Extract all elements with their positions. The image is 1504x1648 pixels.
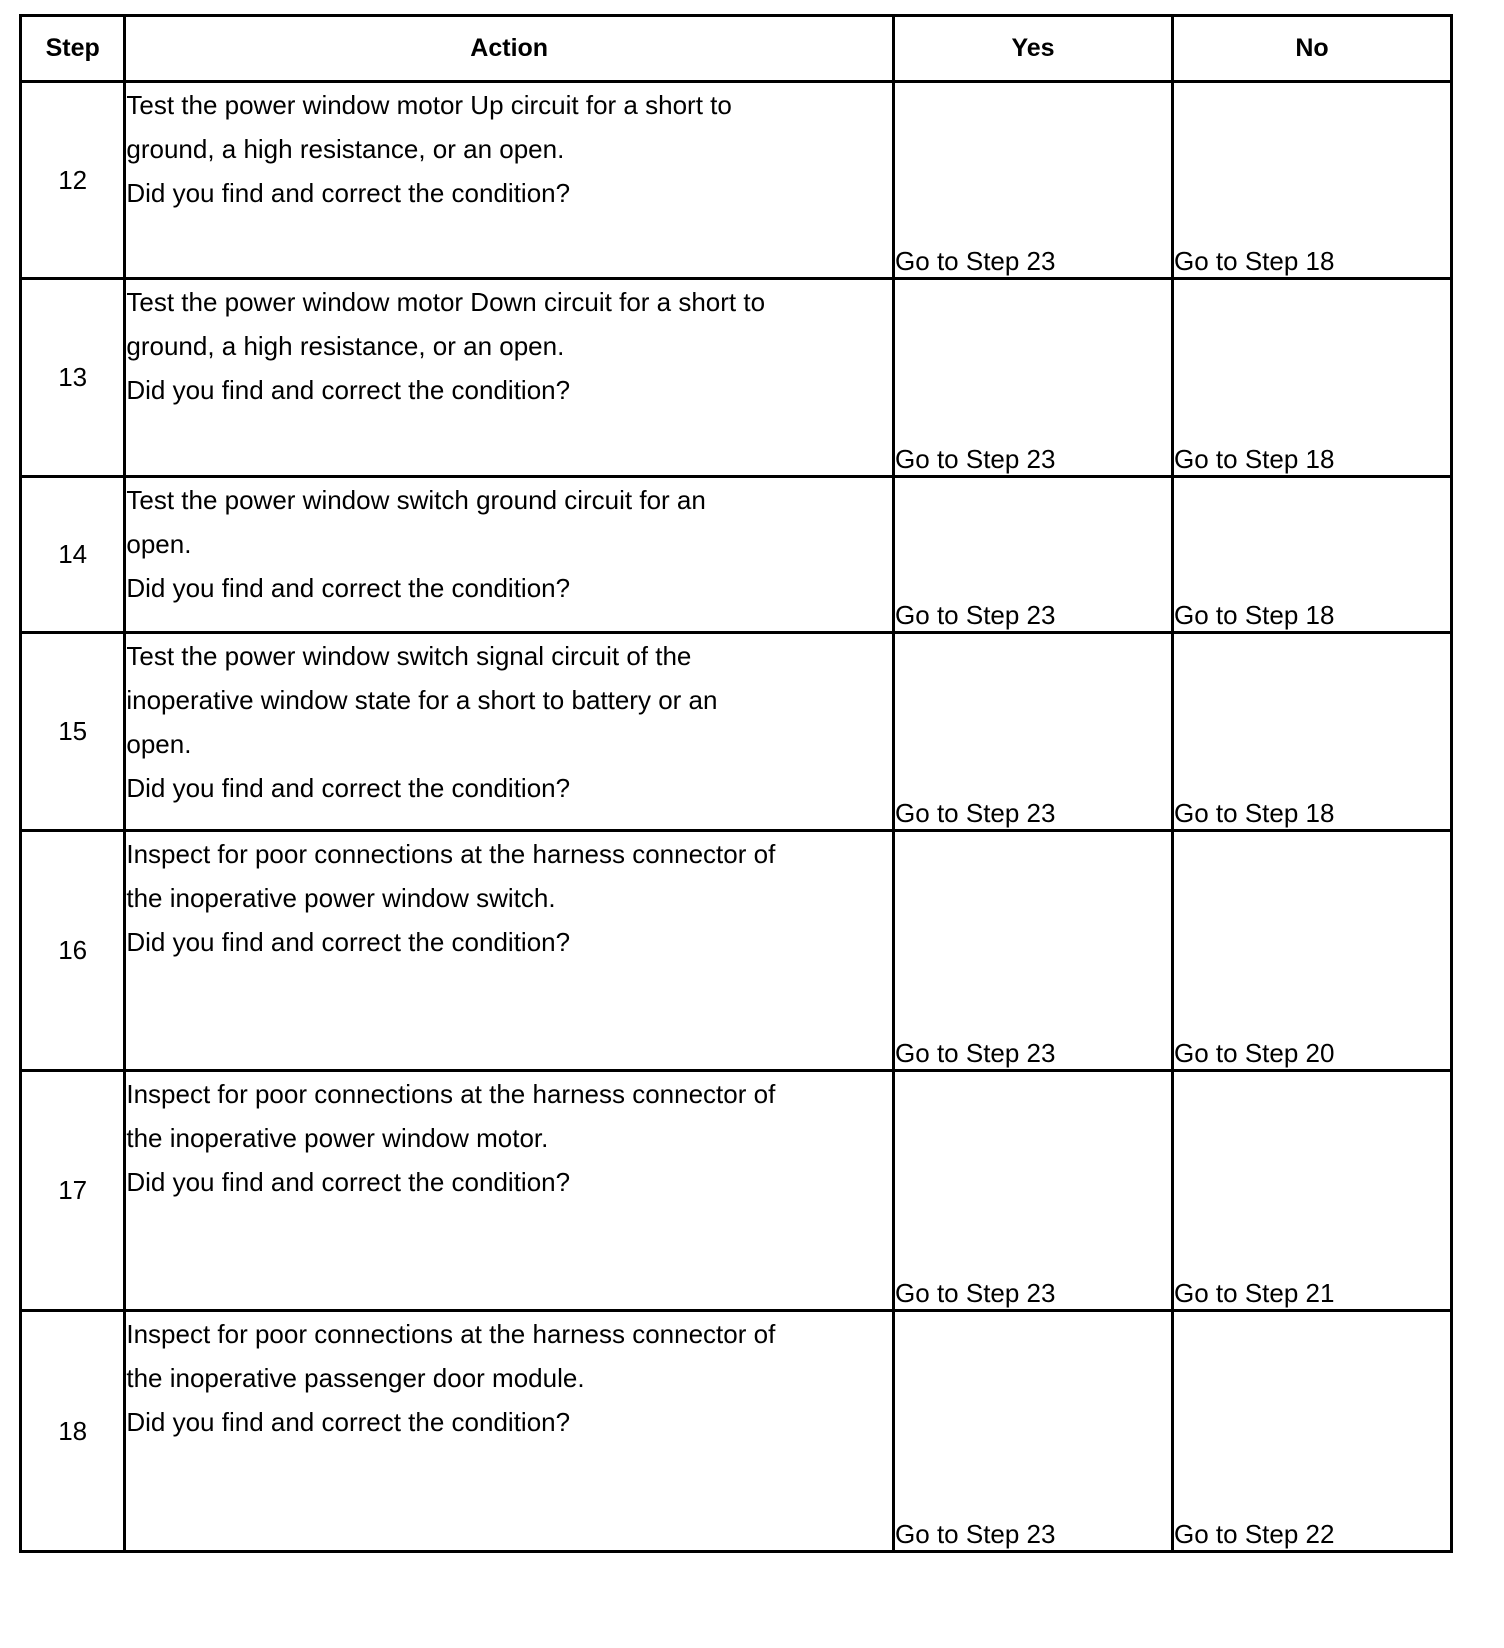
header-yes: Yes <box>894 16 1173 82</box>
table-row <box>21 831 1452 1071</box>
action-line: the inoperative power window motor. <box>126 1123 549 1153</box>
step-number: 12 <box>21 82 125 279</box>
step-number: 13 <box>21 279 125 477</box>
header-action: Action <box>125 16 894 82</box>
action-line: Did you find and correct the condition? <box>126 773 571 803</box>
table-row <box>21 279 1452 477</box>
step-number: 18 <box>21 1311 125 1552</box>
yes-result: Go to Step 23 <box>894 1311 1173 1552</box>
yes-result: Go to Step 23 <box>894 831 1173 1071</box>
action-text <box>125 82 894 279</box>
action-line: ground, a high resistance, or an open. <box>126 134 565 164</box>
action-line: Did you find and correct the condition? <box>126 1167 571 1197</box>
header-no: No <box>1173 16 1452 82</box>
no-result: Go to Step 18 <box>1173 82 1452 279</box>
action-line: the inoperative passenger door module. <box>126 1363 585 1393</box>
action-line: Test the power window motor Up circuit for a short to <box>126 90 732 120</box>
yes-result: Go to Step 23 <box>894 1071 1173 1311</box>
step-number: 14 <box>21 477 125 633</box>
no-result: Go to Step 21 <box>1173 1071 1452 1311</box>
action-text <box>125 279 894 477</box>
action-line: Test the power window switch ground circuit for an <box>126 485 706 515</box>
table-row <box>21 477 1452 633</box>
step-number: 17 <box>21 1071 125 1311</box>
action-text <box>125 831 894 1071</box>
action-line: open. <box>126 529 192 559</box>
action-line: Test the power window switch signal circuit of the <box>126 641 692 671</box>
action-text <box>125 477 894 633</box>
action-line: the inoperative power window switch. <box>126 883 556 913</box>
no-result: Go to Step 18 <box>1173 477 1452 633</box>
yes-result: Go to Step 23 <box>894 633 1173 831</box>
table-body <box>21 82 1452 1552</box>
step-number: 15 <box>21 633 125 831</box>
header-step: Step <box>21 16 125 82</box>
action-line: Did you find and correct the condition? <box>126 178 571 208</box>
action-line: Did you find and correct the condition? <box>126 927 571 957</box>
yes-result: Go to Step 23 <box>894 477 1173 633</box>
no-result: Go to Step 18 <box>1173 633 1452 831</box>
action-line: inoperative window state for a short to battery or an <box>126 685 718 715</box>
table-row <box>21 82 1452 279</box>
yes-result: Go to Step 23 <box>894 279 1173 477</box>
no-result: Go to Step 22 <box>1173 1311 1452 1552</box>
step-number: 16 <box>21 831 125 1071</box>
table-row <box>21 1071 1452 1311</box>
table-row <box>21 633 1452 831</box>
action-line: Inspect for poor connections at the harness connector of <box>126 1319 776 1349</box>
header-row <box>21 16 1452 82</box>
action-line: Did you find and correct the condition? <box>126 573 571 603</box>
action-line: Inspect for poor connections at the harness connector of <box>126 839 776 869</box>
action-text <box>125 1071 894 1311</box>
no-result: Go to Step 20 <box>1173 831 1452 1071</box>
action-line: open. <box>126 729 192 759</box>
action-line: Test the power window motor Down circuit for a short to <box>126 287 766 317</box>
action-line: Inspect for poor connections at the harness connector of <box>126 1079 776 1109</box>
no-result: Go to Step 18 <box>1173 279 1452 477</box>
yes-result: Go to Step 23 <box>894 82 1173 279</box>
action-line: ground, a high resistance, or an open. <box>126 331 565 361</box>
action-line: Did you find and correct the condition? <box>126 375 571 405</box>
action-line: Did you find and correct the condition? <box>126 1407 571 1437</box>
table-row <box>21 1311 1452 1552</box>
action-text <box>125 633 894 831</box>
diagnostic-table <box>19 14 1453 1553</box>
action-text <box>125 1311 894 1552</box>
